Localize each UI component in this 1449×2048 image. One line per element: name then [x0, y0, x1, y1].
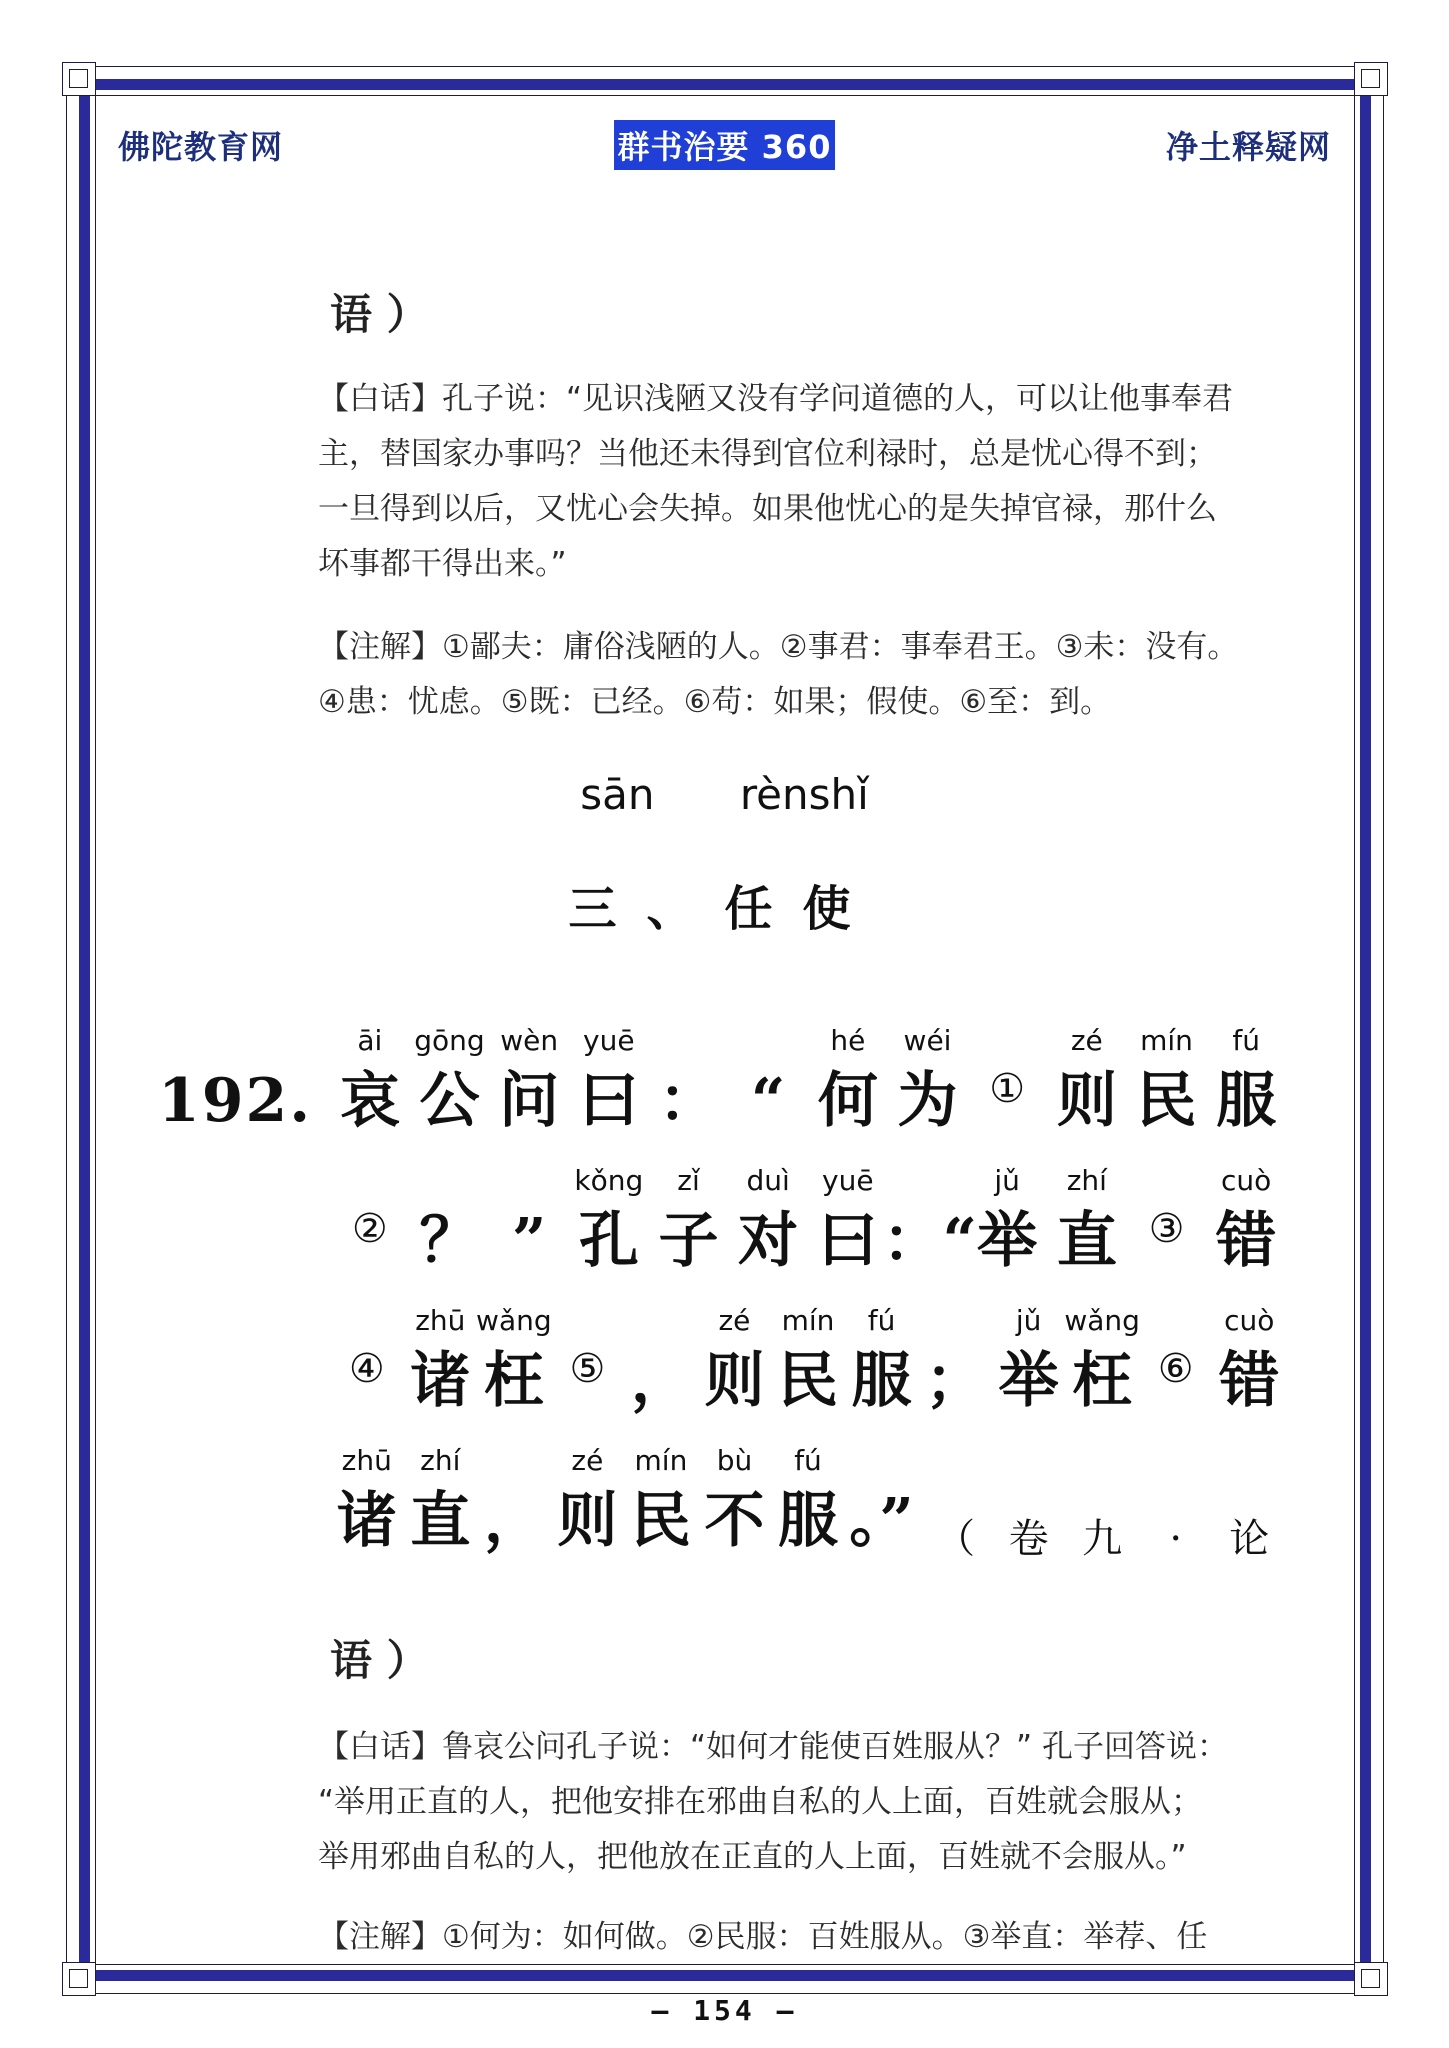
ruby-char	[644, 1024, 734, 1138]
section-pinyin	[0, 770, 1449, 819]
hanzi: 子	[658, 1206, 719, 1276]
corner-ornament	[62, 1962, 96, 1996]
pinyin: yuē	[583, 1024, 635, 1057]
ruby-char	[405, 1024, 495, 1138]
hanzi: 对	[738, 1206, 799, 1276]
hanzi: 举	[977, 1206, 1038, 1276]
text-line: 举用邪曲自私的人，把他放在正直的人上面，百姓就不会服从。”	[318, 1839, 1187, 1875]
hanzi: ·	[1169, 1516, 1183, 1562]
hanzi: 则	[557, 1486, 618, 1556]
ruby-char	[564, 1164, 654, 1278]
pinyin: zhí	[1066, 1164, 1107, 1197]
hanzi: 直	[1056, 1206, 1117, 1276]
note-marker: ③	[1148, 1206, 1185, 1252]
pinyin: kǒng	[574, 1164, 644, 1197]
pinyin	[723, 1024, 813, 1064]
pinyin: cuò	[1224, 1304, 1275, 1337]
hanzi: 服	[1216, 1066, 1277, 1136]
text-line: “举用正直的人，把他安排在邪曲自私的人上面，百姓就会服从；	[318, 1784, 1203, 1820]
note-marker: ⑤	[569, 1346, 606, 1392]
ruby-char	[1201, 1024, 1291, 1138]
hanzi: 枉	[483, 1346, 544, 1416]
zhujie-cut	[318, 1910, 1318, 1955]
pinyin: bù	[716, 1444, 753, 1477]
ruby-char	[1042, 1024, 1132, 1138]
pinyin: duì	[746, 1164, 790, 1197]
corner-ornament	[1354, 62, 1388, 96]
text-line: 坏事都干得出来。”	[318, 546, 567, 582]
pinyin: mín	[1140, 1024, 1193, 1057]
hanzi: 孔	[578, 1206, 639, 1276]
hanzi: “	[750, 1066, 786, 1136]
pinyin: zhū	[341, 1444, 392, 1477]
hanzi: 何	[817, 1066, 878, 1136]
hanzi: ：“	[882, 1206, 978, 1276]
pinyin: mín	[781, 1304, 835, 1337]
hanzi: 则	[704, 1346, 765, 1416]
hanzi: ；	[925, 1346, 986, 1416]
entry-row	[0, 1444, 1449, 1574]
header-book-title: 群书治要 360	[614, 120, 836, 170]
note-marker: ①	[989, 1066, 1026, 1112]
hanzi: 民	[630, 1486, 691, 1556]
ruby-char	[325, 1164, 415, 1254]
ruby-char	[882, 1164, 978, 1278]
ruby-char	[1204, 1444, 1294, 1576]
pinyin: hé	[830, 1024, 866, 1057]
pinyin: wèn	[500, 1024, 559, 1057]
pinyin: zǐ	[677, 1164, 700, 1197]
hanzi: 则	[1056, 1066, 1117, 1136]
header-right-site: 净土释疑网	[1165, 128, 1331, 166]
pinyin	[883, 1164, 973, 1204]
pinyin	[325, 1164, 415, 1204]
ruby-char	[962, 1164, 1052, 1278]
section-pinyin-2: rènshǐ	[739, 770, 869, 819]
ruby-char	[484, 1024, 574, 1138]
ruby-char	[564, 1024, 654, 1138]
text-line: 主，替国家办事吗？当他还未得到官位利禄时，总是忧心得不到；	[318, 436, 1217, 472]
ruby-char	[962, 1024, 1052, 1114]
pinyin: jǔ	[1015, 1304, 1042, 1337]
hanzi: 卷	[1008, 1516, 1049, 1562]
hanzi: 服	[851, 1346, 912, 1416]
ruby-char	[1042, 1164, 1132, 1278]
hanzi: 诸	[410, 1346, 471, 1416]
hanzi: 曰	[817, 1206, 878, 1276]
hanzi: 民	[1136, 1066, 1197, 1136]
pinyin: fú	[1232, 1024, 1260, 1057]
ruby-char	[803, 1164, 893, 1278]
pinyin: gōng	[414, 1024, 485, 1057]
ruby-char	[405, 1164, 495, 1278]
pinyin	[962, 1024, 1052, 1064]
hanzi: 直	[410, 1486, 471, 1556]
hanzi: 哀	[339, 1066, 400, 1136]
ruby-char	[883, 1024, 973, 1138]
pinyin: zé	[1070, 1024, 1103, 1057]
ruby-char	[1204, 1304, 1294, 1418]
text-line: 【注解】①何为：如何做。②民服：百姓服从。③举直：举荐、任	[318, 1919, 1208, 1955]
hanzi: 公	[419, 1066, 480, 1136]
hanzi: ”	[511, 1206, 547, 1276]
pinyin: zé	[571, 1444, 604, 1477]
hanzi: 不	[704, 1486, 765, 1556]
pinyin: fú	[867, 1304, 896, 1337]
entry-row	[0, 1164, 1449, 1294]
note-marker: ⑥	[1157, 1346, 1194, 1392]
pinyin: wǎng	[1064, 1304, 1140, 1337]
hanzi: 服	[778, 1486, 838, 1556]
pinyin: jǔ	[994, 1164, 1020, 1197]
text-line: 一旦得到以后，又忧心会失掉。如果他忧心的是失掉官禄，那什么	[318, 491, 1217, 527]
hanzi: 民	[778, 1346, 838, 1416]
text-line: 【注解】①鄙夫：庸俗浅陋的人。②事君：事奉君王。③未：没有。	[318, 629, 1239, 665]
ruby-char	[644, 1164, 734, 1278]
hanzi: ：	[658, 1066, 719, 1136]
section-title: 三、任使	[568, 881, 881, 937]
hanzi: 。”	[849, 1486, 914, 1556]
pinyin: āi	[357, 1024, 383, 1057]
pinyin: zhí	[420, 1444, 461, 1477]
pinyin	[405, 1164, 495, 1204]
note-marker: ④	[348, 1346, 385, 1392]
entry-row	[0, 1304, 1449, 1434]
ruby-char	[1122, 1024, 1212, 1138]
header-left-site: 佛陀教育网	[118, 128, 284, 166]
pinyin	[1204, 1444, 1294, 1484]
hanzi: ，	[630, 1346, 691, 1416]
pinyin	[1122, 1164, 1212, 1204]
corner-ornament	[62, 62, 96, 96]
hanzi: 诸	[336, 1486, 397, 1556]
ruby-char	[723, 1024, 813, 1138]
hanzi: 为	[897, 1066, 958, 1136]
hanzi: 举	[998, 1346, 1059, 1416]
ruby-char	[1122, 1164, 1212, 1254]
pinyin: wǎng	[476, 1304, 552, 1337]
page-number: — 154 —	[651, 1994, 798, 2027]
hanzi: 九	[1082, 1516, 1123, 1562]
section-pinyin-1: sān	[580, 770, 655, 819]
entry-number: 192.	[158, 1066, 313, 1136]
hanzi: （	[935, 1516, 976, 1562]
ruby-char	[1201, 1164, 1291, 1278]
entry-row	[0, 1024, 1449, 1154]
pinyin: yuē	[822, 1164, 874, 1197]
ruby-char	[325, 1024, 415, 1138]
hanzi: 错	[1219, 1346, 1280, 1416]
pinyin: cuò	[1221, 1164, 1272, 1197]
hanzi: ？	[419, 1206, 480, 1276]
pinyin: zhū	[415, 1304, 466, 1337]
hanzi: ，	[483, 1486, 544, 1556]
pinyin	[484, 1164, 574, 1204]
hanzi: 论	[1229, 1516, 1270, 1562]
text-line: ④患：忧虑。⑤既：已经。⑥苟：如果；假使。⑥至：到。	[318, 684, 1112, 720]
ruby-char	[723, 1164, 813, 1278]
pinyin: wéi	[903, 1024, 952, 1057]
text-line: 【白话】孔子说：“见识浅陋又没有学问道德的人，可以让他事奉君	[318, 381, 1234, 417]
hanzi: 枉	[1072, 1346, 1133, 1416]
pinyin: zé	[718, 1304, 751, 1337]
entry-closing: 语 ）	[330, 1636, 429, 1685]
corner-ornament	[1354, 1962, 1388, 1996]
ruby-char	[803, 1024, 893, 1138]
hanzi: 错	[1216, 1206, 1277, 1276]
hanzi: 曰	[578, 1066, 639, 1136]
note-marker: ②	[351, 1206, 388, 1252]
text-line: 【白话】鲁哀公问孔子说：“如何才能使百姓服从？” 孔子回答说：	[318, 1729, 1228, 1765]
pinyin	[644, 1024, 734, 1064]
pinyin: mín	[634, 1444, 688, 1477]
pinyin: fú	[794, 1444, 822, 1477]
carryover-closing: 语 ）	[330, 290, 429, 339]
hanzi: 问	[499, 1066, 560, 1136]
ruby-char	[484, 1164, 574, 1278]
